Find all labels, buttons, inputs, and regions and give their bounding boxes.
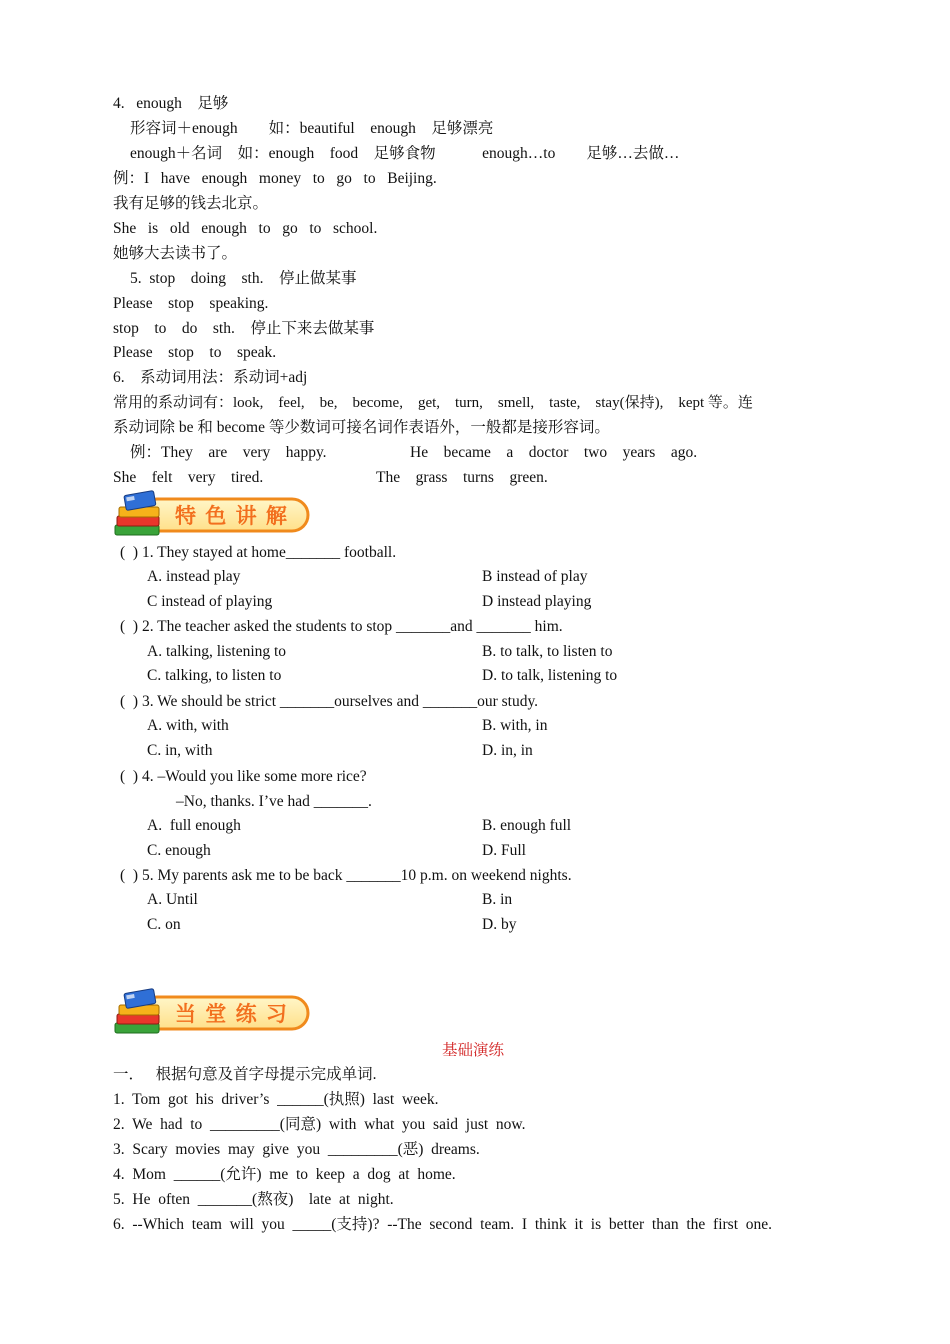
item5-example1: Please stop speaking. — [113, 295, 269, 312]
mc-q5-option-b: B. in — [482, 891, 513, 908]
item4-example1-cn: 我有足够的钱去北京。 — [113, 195, 269, 212]
practice-item-6: 6. --Which team will you _____(支持)? --The second team. I think it is better than the first one. — [113, 1216, 773, 1233]
practice-section1-title: 一． 根据句意及首字母提示完成单词. — [113, 1066, 377, 1083]
practice-item-1: 1. Tom got his driver’s ______(执照) last week. — [113, 1091, 439, 1108]
mc-q4-option-c: C. enough — [147, 842, 211, 859]
item4-example2-en: She is old enough to go to school. — [113, 220, 378, 237]
item6-example1b: He became a doctor two years ago. — [410, 444, 698, 461]
mc-q4-stem: ( ) 4. –Would you like some more rice? — [120, 768, 367, 785]
item6-example1a: 例：They are very happy. — [130, 444, 327, 461]
section-banner-feature — [113, 489, 313, 539]
mc-q1-option-c: C instead of playing — [147, 593, 273, 610]
mc-q5-option-d: D. by — [482, 916, 517, 933]
mc-q2-option-c: C. talking, to listen to — [147, 667, 282, 684]
mc-q3-option-b: B. with, in — [482, 717, 548, 734]
item4-title: 4. enough 足够 — [113, 95, 229, 112]
mc-q4-option-d: D. Full — [482, 842, 526, 859]
mc-q4-stem2: –No, thanks. I’ve had _______. — [176, 793, 372, 810]
item4-example2-cn: 她够大去读书了。 — [113, 245, 238, 262]
mc-q1-option-b: B instead of play — [482, 568, 588, 585]
mc-q5-option-a: A. Until — [147, 891, 198, 908]
item5-rule2: stop to do sth. 停止下来去做某事 — [113, 320, 375, 337]
mc-q4-option-a: A. full enough — [147, 817, 241, 834]
item6-title: 6. 系动词用法：系动词+adj — [113, 369, 308, 386]
mc-q5-stem: ( ) 5. My parents ask me to be back _______10 p.m. on weekend nights. — [120, 867, 572, 884]
item6-desc2: 系动词除 be 和 become 等少数词可接名词作表语外，一般都是接形容词。 — [113, 419, 610, 436]
banner-practice-label: 当 堂 练 习 — [175, 1002, 288, 1026]
practice-item-3: 3. Scary movies may give you _________(恶) dreams. — [113, 1141, 480, 1158]
item4-rule2: enough＋名词 如：enough food 足够食物 enough…to 足够…去做… — [130, 145, 680, 162]
practice-item-5: 5. He often _______(熬夜) late at night. — [113, 1191, 394, 1208]
mc-q1-option-d: D instead playing — [482, 593, 592, 610]
mc-q3-stem: ( ) 3. We should be strict _______ourselves and _______our study. — [120, 693, 539, 710]
item4-example1-en: 例：I have enough money to go to Beijing. — [113, 170, 437, 187]
mc-q4-option-b: B. enough full — [482, 817, 572, 834]
mc-q1-stem: ( ) 1. They stayed at home_______ football. — [120, 544, 397, 561]
item5-example2: Please stop to speak. — [113, 344, 277, 361]
mc-q1-option-a: A. instead play — [147, 568, 241, 585]
mc-q2-option-b: B. to talk, to listen to — [482, 643, 613, 660]
mc-q3-option-d: D. in, in — [482, 742, 533, 759]
mc-q3-option-a: A. with, with — [147, 717, 229, 734]
practice-item-4: 4. Mom ______(允许) me to keep a dog at home. — [113, 1166, 456, 1183]
mc-q5-option-c: C. on — [147, 916, 181, 933]
section-banner-practice — [113, 987, 313, 1037]
mc-q3-option-c: C. in, with — [147, 742, 213, 759]
item6-desc1: 常用的系动词有：look, feel, be, become, get, turn, smell, taste, stay(保持), kept 等。连 — [113, 395, 753, 411]
practice-item-2: 2. We had to _________(同意) with what you said just now. — [113, 1116, 526, 1133]
item6-example2a: She felt very tired. — [113, 469, 264, 486]
mc-q2-option-d: D. to talk, listening to — [482, 667, 618, 684]
mc-q2-stem: ( ) 2. The teacher asked the students to stop _______and _______ him. — [120, 618, 563, 635]
item6-example2b: The grass turns green. — [376, 469, 548, 486]
item4-rule1: 形容词＋enough 如：beautiful enough 足够漂亮 — [130, 120, 494, 137]
banner-feature-label: 特 色 讲 解 — [175, 504, 288, 528]
practice-heading: 基础演练 — [442, 1042, 505, 1059]
mc-q2-option-a: A. talking, listening to — [147, 643, 287, 660]
item5-title: 5. stop doing sth. 停止做某事 — [130, 270, 357, 287]
